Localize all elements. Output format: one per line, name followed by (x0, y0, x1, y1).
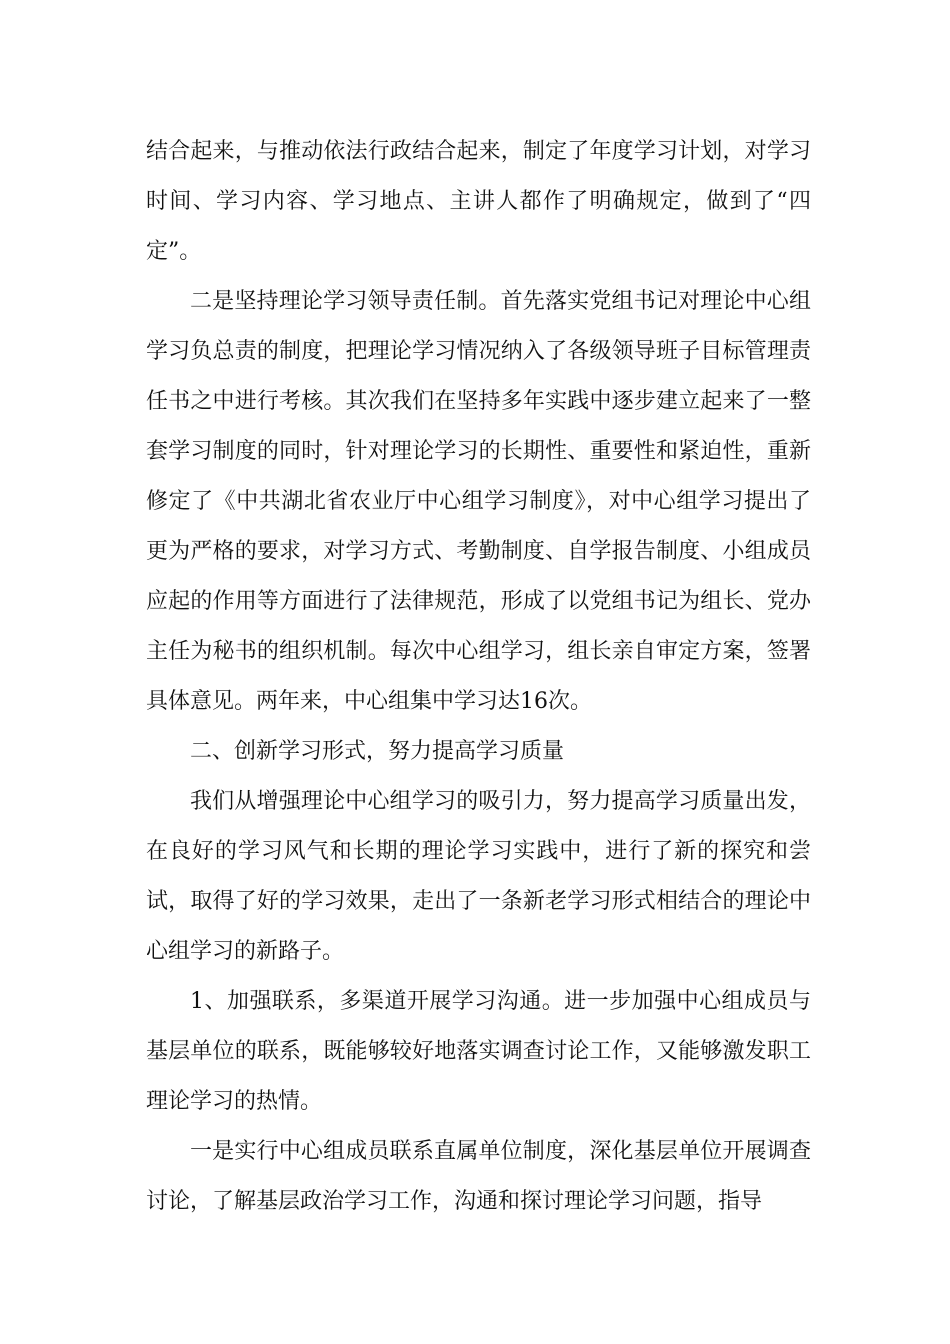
section-heading-innovate-learning: 二、创新学习形式，努力提高学习质量 (190, 739, 565, 764)
paragraph-leadership-responsibility: 二是坚持理论学习领导责任制。首先落实党组书记对理论中心组学习负总责的制度，把理论学习情况纳入了各级领导班子目标管理责任书之中进行考核。其次我们在坚持多年实践中逐步建立起来了一整套学习制度的同时，针对理论学习的长期性、重要性和紧迫性，重新修定了《中共湖北省农业厅中心组学习制度》，对中心组学习提出了更为严格的要求，对学习方式、考勤制度、自学报告制度、小组成员应起的作用等方面进行了法律规范，形成了以党组书记为组长、党办主任为秘书的组织机制。每次中心组学习，组长亲自审定方案，签署具体意见。两年来，中心组集中学习达16次。 (146, 289, 811, 714)
document-body (146, 127, 811, 1227)
paragraph-learning-attraction: 我们从增强理论中心组学习的吸引力，努力提高学习质量出发，在良好的学习风气和长期的理论学习实践中，进行了新的探究和尝试，取得了好的学习效果，走出了一条新老学习形式相结合的理论中心组学习的新路子。 (146, 789, 811, 964)
paragraph-contact-system: 一是实行中心组成员联系直属单位制度，深化基层单位开展调查讨论，了解基层政治学习工作，沟通和探讨理论学习问题，指导 (146, 1139, 811, 1214)
paragraph-continuation: 结合起来，与推动依法行政结合起来，制定了年度学习计划，对学习时间、学习内容、学习地点、主讲人都作了明确规定，做到了“四定”。 (146, 139, 811, 264)
paragraph-strengthen-contact: 1、加强联系，多渠道开展学习沟通。进一步加强中心组成员与基层单位的联系，既能够较好地落实调查讨论工作，又能够激发职工理论学习的热情。 (146, 989, 811, 1114)
